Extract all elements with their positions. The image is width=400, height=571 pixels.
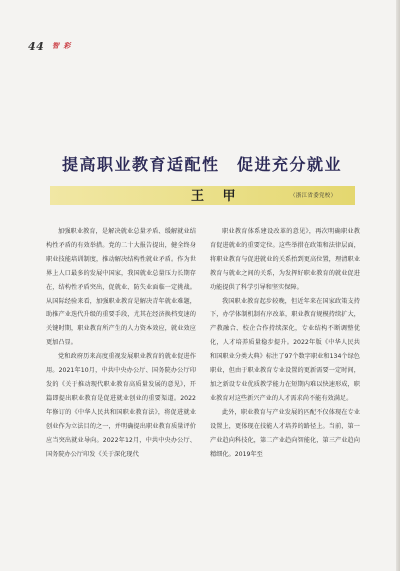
author-affiliation: （浙江省委党校） — [290, 193, 337, 199]
text-column-right — [210, 225, 360, 461]
paragraph: 此外，职业教育与产业发展的匹配不仅体现在专业设置上，更体现在技能人才培养的路径上。当前，第一产业趋向科技化，第二产业趋向智能化，第三产业趋向精细化。2019年至 — [210, 408, 360, 458]
paragraph: 党和政府历来高度重视发展职业教育的就业促进作用。2021年10月，中共中央办公厅、国务院办公厅印发的《关于推动现代职业教育高质量发展的意见》，开篇即提出职业教育是促进就业创业的重要渠道。2022年修订的《中华人民共和国职业教育法》，将促进就业创业作为立法目的之一，并明确提出职业教育质量评价应当突出就业导向。2022年12月，中共中央办公厅、国务院办公厅印发《关于深化现代 — [46, 353, 196, 458]
page-number: 44 — [28, 40, 45, 53]
paragraph: 我国职业教育起步较晚，但近年来在国家政策支持下，办学体制机制有序改革，职业教育规模持续扩大，产教融合、校企合作持续深化，专业结构不断调整优化，人才培养质量稳步提升。2022年版《中华人民共和国职业分类大典》标注了97个数字职业和134个绿色职业，但由于职业教育专业设置的更新需要一定时间，加之新设专业优质教学能力在短期内难以快速形成，职业教育对这些新兴产业的人才需求尚不能有效满足。 — [210, 297, 360, 402]
article-title: 提高职业教育适配性 促进充分就业 — [62, 155, 343, 174]
paragraph: 加强职业教育，是解决就业总量矛盾、缓解就业结构性矛盾的有效举措。党的二十大报告提出，健全终身职业技能培训制度，推动解决结构性就业矛盾。作为世界上人口最多的发展中国家，我国就业总量压力长期存在，结构性矛盾突出，促就业、防失业面临一定挑战。从国际经验来看，加强职业教育是解决青年就业难题，助推产业迭代升级的重要手段，尤其在经济换档变速的关键时期，职业教育所产生的人力资本效应，就业效应更加凸显。 — [46, 228, 196, 347]
paragraph: 职业教育体系建设改革的意见》，再次明确职业教育促进就业的重要定位。这些举措在政策和法律层面，将职业教育与促进就业的关系抬到更高位置，理清职业教育与就业之间的关系，为发挥好职业教育的就业促进功能提供了科学引导和坚实保障。 — [210, 228, 360, 291]
page-edge — [396, 0, 400, 571]
author-name: 王 甲 — [191, 189, 243, 204]
text-column-left — [46, 225, 196, 461]
section-label: 智 彩 — [52, 42, 72, 50]
